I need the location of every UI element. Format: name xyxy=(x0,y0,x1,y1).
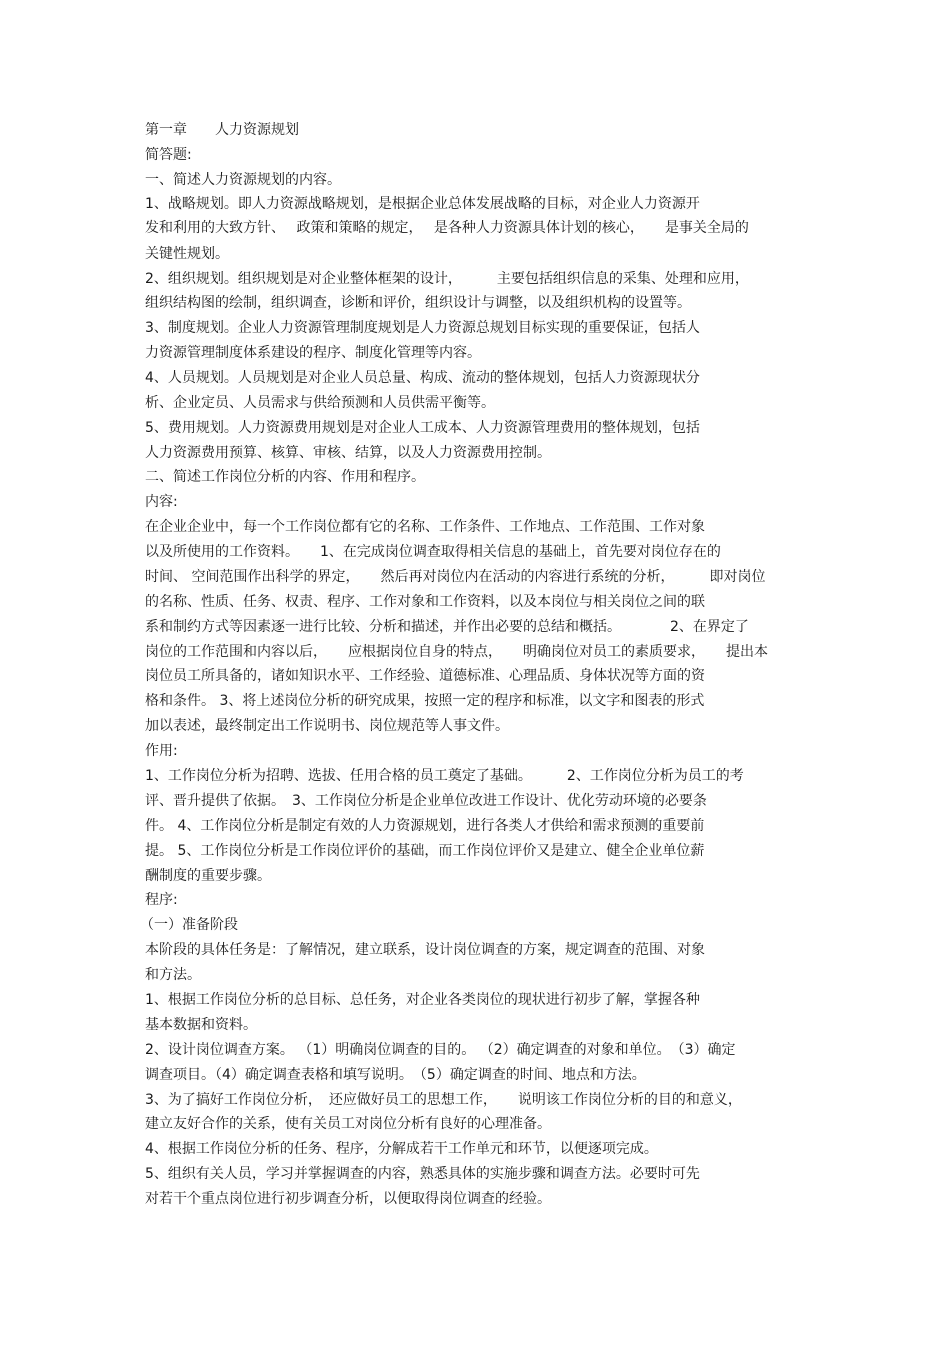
subsection-label: 内容: xyxy=(145,494,178,510)
text-line: 岗位的工作范围和内容以后， 应根据岗位自身的特点， 明确岗位对员工的素质要求， 提出本 xyxy=(145,644,768,660)
text-line: 2、设计岗位调查方案。 （1）明确岗位调查的目的。 （2）确定调查的对象和单位。 （3）确定 xyxy=(145,1042,736,1058)
text-line: 5、费用规划。人力资源费用规划是对企业人工成本、人力资源管理费用的整体规划，包括 xyxy=(145,420,700,436)
section-label: 简答题: xyxy=(145,147,192,163)
text-line: 岗位员工所具备的，诸如知识水平、工作经验、道德标准、心理品质、身体状况等方面的资 xyxy=(145,668,705,684)
text-line: 件。 4、工作岗位分析是制定有效的人力资源规划，进行各类人才供给和需求预测的重要前 xyxy=(145,818,705,834)
text-line: 提。 5、工作岗位分析是工作岗位评价的基础，而工作岗位评价又是建立、健全企业单位薪 xyxy=(145,843,705,859)
text-line: 对若干个重点岗位进行初步调查分析，以便取得岗位调查的经验。 xyxy=(145,1191,551,1207)
text-line: 格和条件。 3、将上述岗位分析的研究成果，按照一定的程序和标准，以文字和图表的形式 xyxy=(145,693,705,709)
chapter-title: 第一章 人力资源规划 xyxy=(145,122,299,138)
text-line: 5、组织有关人员，学习并掌握调查的内容，熟悉具体的实施步骤和调查方法。必要时可先 xyxy=(145,1166,700,1182)
text-line: 酬制度的重要步骤。 xyxy=(145,868,271,884)
text-line: 力资源管理制度体系建设的程序、制度化管理等内容。 xyxy=(145,345,481,361)
subsection-label: 程序: xyxy=(145,892,178,908)
text-line: 基本数据和资料。 xyxy=(145,1017,257,1033)
text-line: 建立友好合作的关系，使有关员工对岗位分析有良好的心理准备。 xyxy=(145,1116,551,1132)
text-line: 1、战略规划。即人力资源战略规划，是根据企业总体发展战略的目标，对企业人力资源开 xyxy=(145,196,700,212)
text-line: 本阶段的具体任务是：了解情况，建立联系，设计岗位调查的方案，规定调查的范围、对象 xyxy=(145,942,705,958)
text-line: 调查项目。（4）确定调查表格和填写说明。 （5）确定调查的时间、地点和方法。 xyxy=(145,1067,646,1083)
text-line: 评、晋升提供了依据。 3、工作岗位分析是企业单位改进工作设计、优化劳动环境的必要条 xyxy=(145,793,707,809)
text-line: 系和制约方式等因素逐一进行比较、分析和描述，并作出必要的总结和概括。 2、在界定了 xyxy=(145,619,749,635)
question-heading: 一、简述人力资源规划的内容。 xyxy=(145,172,341,188)
text-line: 以及所使用的工作资料。 1、在完成岗位调查取得相关信息的基础上，首先要对岗位存在的 xyxy=(145,544,721,560)
text-line: 4、根据工作岗位分析的任务、程序，分解成若干工作单元和环节，以便逐项完成。 xyxy=(145,1141,658,1157)
subsection-label: 作用: xyxy=(145,743,178,759)
text-line: 人力资源费用预算、核算、审核、结算，以及人力资源费用控制。 xyxy=(145,445,551,461)
text-line: 1、工作岗位分析为招聘、选拔、任用合格的员工奠定了基础。 2、工作岗位分析为员工的考 xyxy=(145,768,744,784)
text-line: 析、企业定员、人员需求与供给预测和人员供需平衡等。 xyxy=(145,395,495,411)
text-line: 3、为了搞好工作岗位分析， 还应做好员工的思想工作， 说明该工作岗位分析的目的和意义， xyxy=(145,1092,742,1108)
text-line: 1、根据工作岗位分析的总目标、总任务，对企业各类岗位的现状进行初步了解，掌握各种 xyxy=(145,992,700,1008)
text-line: 在企业企业中，每一个工作岗位都有它的名称、工作条件、工作地点、工作范围、工作对象 xyxy=(145,519,705,535)
text-line: 时间、 空间范围作出科学的界定， 然后再对岗位内在活动的内容进行系统的分析， 即对岗位 xyxy=(145,569,766,585)
text-line: 4、人员规划。人员规划是对企业人员总量、构成、流动的整体规划，包括人力资源现状分 xyxy=(145,370,700,386)
text-line: 和方法。 xyxy=(145,967,201,983)
question-heading: 二、简述工作岗位分析的内容、作用和程序。 xyxy=(145,469,425,485)
stage-heading: （一）准备阶段 xyxy=(140,917,238,933)
text-line: 3、制度规划。企业人力资源管理制度规划是人力资源总规划目标实现的重要保证，包括人 xyxy=(145,320,700,336)
text-line: 加以表述，最终制定出工作说明书、岗位规范等人事文件。 xyxy=(145,718,509,734)
text-line: 组织结构图的绘制，组织调查，诊断和评价，组织设计与调整，以及组织机构的设置等。 xyxy=(145,295,691,311)
text-line: 的名称、性质、任务、权责、程序、工作对象和工作资料，以及本岗位与相关岗位之间的联 xyxy=(145,594,705,610)
text-line: 2、组织规划。组织规划是对企业整体框架的设计， 主要包括组织信息的采集、处理和应用， xyxy=(145,271,749,287)
text-line: 关键性规划。 xyxy=(145,246,229,262)
text-line: 发和利用的大致方针、 政策和策略的规定， 是各种人力资源具体计划的核心， 是事关全局的 xyxy=(145,220,749,236)
